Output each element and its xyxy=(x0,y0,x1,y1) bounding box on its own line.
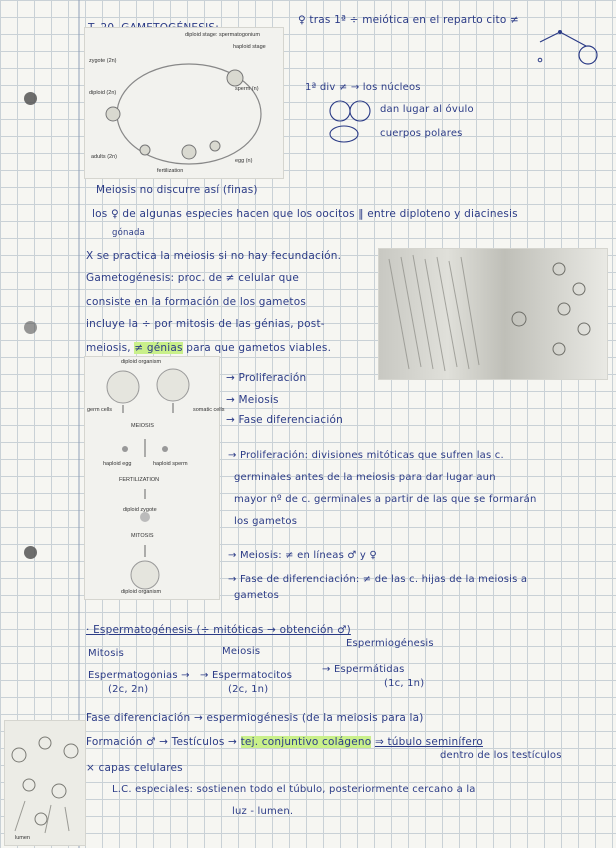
note-line: dentro de los testículos xyxy=(440,750,562,761)
figure-life-cycle xyxy=(84,356,225,600)
note-text: meiosis, xyxy=(86,342,131,354)
highlighted-text: tej. conjuntivo colágeno xyxy=(240,736,372,748)
note-line: germinales antes de la meiosis para dar lugar aun xyxy=(234,472,496,483)
note-text: ⇒ túbulo seminífero xyxy=(374,736,483,748)
figure-label: zygote (2n) xyxy=(89,58,117,64)
figure-label: FERTILIZATION xyxy=(119,477,160,483)
note-line xyxy=(86,342,331,354)
figure-label: haploid stage xyxy=(233,44,266,50)
figure-label: diploid (2n) xyxy=(89,90,117,96)
note-line: dan lugar al óvulo xyxy=(380,104,474,115)
note-line xyxy=(86,736,483,748)
figure-label: diploid organism xyxy=(121,359,162,365)
note-text: · Espermatogénesis (÷ mitóticas → obtención ♂) xyxy=(86,624,351,636)
note-line: → Espermatocitos xyxy=(200,670,293,681)
note-line: Meiosis no discurre así (finas) xyxy=(96,184,258,196)
note-line: → Proliferación: divisiones mitóticas que sufren las c. xyxy=(228,450,504,461)
figure-label: egg (n) xyxy=(235,158,253,164)
note-line: → Proliferación xyxy=(226,372,307,384)
binder-hole xyxy=(24,321,37,334)
highlighted-text: ≠ génias xyxy=(134,342,183,354)
note-line: (1c, 1n) xyxy=(384,678,425,689)
figure-label: MEIOSIS xyxy=(131,423,154,429)
figure-label: lumen xyxy=(15,835,30,841)
note-line: X se practica la meiosis si no hay fecundación. xyxy=(86,250,342,262)
note-line: (2c, 1n) xyxy=(228,684,269,695)
figure-label: MITOSIS xyxy=(131,533,154,539)
figure-testis-micrograph xyxy=(378,248,608,380)
note-line: Gametogénesis: proc. de ≠ celular que xyxy=(86,272,299,284)
figure-label: diploid stage: spermatogonium xyxy=(185,32,260,38)
figure-label: fertilization xyxy=(157,168,184,174)
nucleus-sketch xyxy=(328,98,374,144)
note-line: cuerpos polares xyxy=(380,128,463,139)
note-line: los gametos xyxy=(234,516,298,527)
note-line: Fase diferenciación → espermiogénesis (de la meiosis para la) xyxy=(86,712,424,724)
note-line: Espermiogénesis xyxy=(346,638,434,649)
note-line: gametos xyxy=(234,590,280,601)
note-line: Espermatogonias → xyxy=(88,670,190,681)
note-line: los ♀ de algunas especies hacen que los oocitos ‖ entre diploteno y diacinesis xyxy=(92,208,518,220)
figure-label: haploid egg xyxy=(103,461,132,467)
note-line: Meiosis xyxy=(222,646,261,657)
figure-seminiferous-tubule xyxy=(4,720,86,846)
note-line: 1ª div ≠ → los núcleos xyxy=(305,82,421,93)
note-line: → Meiosis xyxy=(226,394,279,406)
note-line: L.C. especiales: sostienen todo el túbulo, posteriormente cercano a la xyxy=(112,784,476,795)
figure-label: diploid zygote xyxy=(123,507,157,513)
note-line: mayor nº de c. germinales a partir de las que se formarán xyxy=(234,494,537,505)
note-line: → Espermátidas xyxy=(322,664,405,675)
figure-label: haploid sperm xyxy=(153,461,188,467)
binder-hole xyxy=(24,546,37,559)
note-line: → Fase diferenciación xyxy=(226,414,343,426)
figure-label: adults (2n) xyxy=(91,154,117,160)
note-line: gónada xyxy=(112,228,145,238)
note-line: → Fase de diferenciación: ≠ de las c. hijas de la meiosis a xyxy=(228,574,528,585)
note-line: incluye la ÷ por mitosis de las génias, post- xyxy=(86,318,325,330)
note-line: × capas celulares xyxy=(86,762,183,774)
figure-label: somatic cells xyxy=(193,407,225,413)
figure-label: sperm (n) xyxy=(235,86,259,92)
figure-label: germ cells xyxy=(87,407,113,413)
figure-gamete-cycle xyxy=(84,27,284,179)
figure-label: diploid organism xyxy=(121,589,162,595)
note-line: luz - lumen. xyxy=(232,806,294,817)
note-line: consiste en la formación de los gametos xyxy=(86,296,306,308)
top-note: ♀ tras 1ª ÷ meiótica en el reparto cito ≠ xyxy=(298,14,519,26)
section-heading xyxy=(86,624,351,636)
note-text: Formación ♂ → Testículos → xyxy=(86,736,238,748)
polar-body-sketch xyxy=(530,22,602,66)
note-line: Mitosis xyxy=(88,648,125,659)
note-line: → Meiosis: ≠ en líneas ♂ y ♀ xyxy=(228,550,377,561)
binder-hole xyxy=(24,92,37,105)
note-text: para que gametos viables. xyxy=(186,342,332,354)
note-line: (2c, 2n) xyxy=(108,684,149,695)
